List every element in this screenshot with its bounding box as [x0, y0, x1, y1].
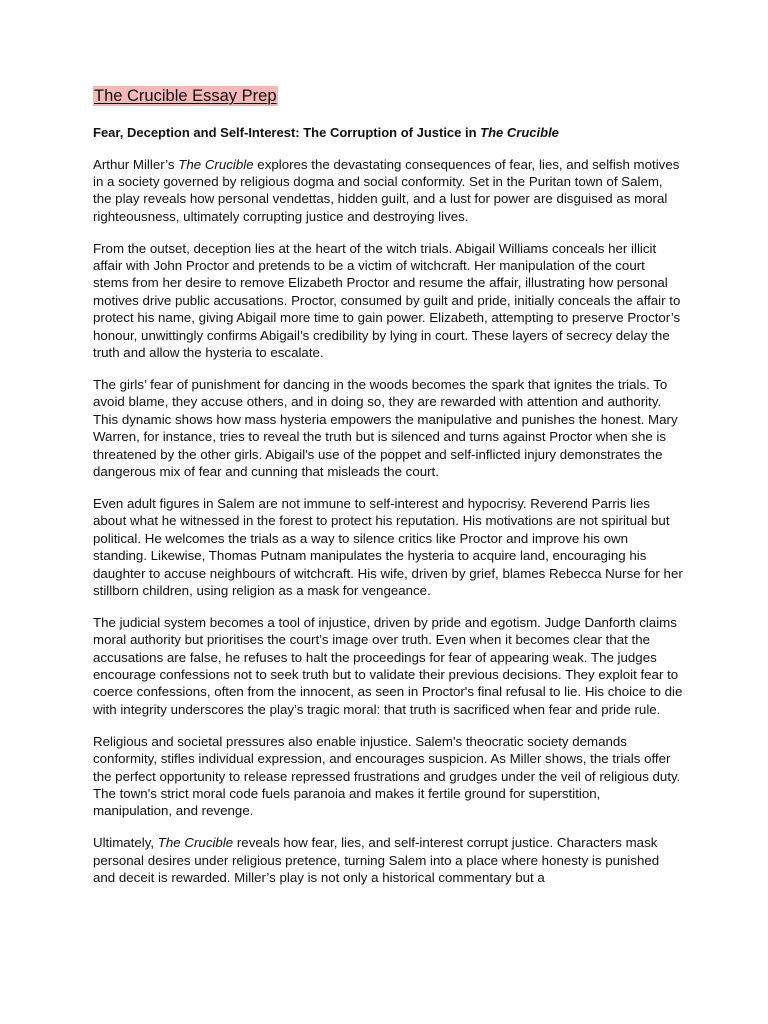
- work-title: The Crucible: [157, 835, 234, 851]
- paragraph-religious-pressures: Religious and societal pressures also enable injustice. Salem's theocratic society demands conformity, stifles individual expression, and encourages suspicion. As Miller shows, the trials offer the perfect opportunity to release repressed frustrations and grudges under the veil of religious duty. The town's strict moral code fuels paranoia and makes it fertile ground for superstition, manipulation, and revenge.: [93, 733, 681, 819]
- paragraph-judicial-system: The judicial system becomes a tool of injustice, driven by pride and egotism. Judge Danforth claims moral authority but prioritises the court’s image over truth. Even when it becomes clear that the accusations are false, he refuses to halt the proceedings for fear of appearing weak. The judges encourage confessions not to seek truth but to validate their previous decisions. They exploit fear to coerce confessions, often from the innocent, as seen in Proctor's final refusal to lie. His choice to die with integrity underscores the play’s tragic moral: that truth is sacrificed when fear and pride rule.: [93, 614, 683, 717]
- document-page: [93, 86, 683, 887]
- essay-subtitle: [93, 124, 683, 142]
- paragraph-intro: [93, 156, 683, 226]
- subtitle-work-title: The Crucible: [480, 125, 559, 140]
- paragraph-deception: From the outset, deception lies at the heart of the witch trials. Abigail Williams conceals her illicit affair with John Proctor and pretends to be a victim of witchcraft. Her manipulation of the court stems from her desire to remove Elizabeth Proctor and resume the affair, illustrating how personal motives drive public accusations. Proctor, consumed by guilt and pride, initially conceals the affair to protect his name, giving Abigail more time to gain power. Elizabeth, attempting to preserve Proctor’s honour, unwittingly confirms Abigail’s credibility by lying in court. These layers of secrecy delay the truth and allow the hysteria to escalate.: [93, 240, 681, 361]
- paragraph-text: Ultimately,: [93, 835, 158, 851]
- paragraph-girls-fear: The girls’ fear of punishment for dancing in the woods becomes the spark that ignites the trials. To avoid blame, they accuse others, and in doing so, they are rewarded with attention and authority. This dynamic shows how mass hysteria empowers the manipulative and punishes the honest. Mary Warren, for instance, tries to reveal the truth but is silenced and turns against Proctor when she is threatened by the other girls. Abigail's use of the poppet and self-inflicted injury demonstrates the dangerous mix of fear and cunning that misleads the court.: [93, 376, 678, 479]
- work-title: The Crucible: [178, 156, 254, 172]
- document-title: The Crucible Essay Prep: [94, 87, 277, 105]
- paragraph-conclusion: [93, 834, 683, 886]
- paragraph-text: Arthur Miller’s: [93, 156, 179, 172]
- paragraph-adult-figures: Even adult figures in Salem are not immune to self-interest and hypocrisy. Reverend Parris lies about what he witnessed in the forest to protect his reputation. His motivations are not spiritual but political. He welcomes the trials as a way to silence critics like Proctor and improve his own standing. Likewise, Thomas Putnam manipulates the hysteria to acquire land, encouraging his daughter to accuse neighbours of witchcraft. His wife, driven by grief, blames Rebecca Nurse for her stillborn children, using religion as a mask for vengeance.: [93, 495, 683, 598]
- paragraph-text: explores the devastating consequences of fear, lies, and selfish motives in a society governed by religious dogma and social conformity. Set in the Puritan town of Salem, the play reveals how personal vendettas, hidden guilt, and a lust for power are disguised as moral righteousness, ultimately corrupting justice and destroying lives.: [93, 156, 680, 224]
- subtitle-text: Fear, Deception and Self-Interest: The Corruption of Justice in: [93, 125, 481, 140]
- paragraph-text: reveals how fear, lies, and self-interest corrupt justice. Characters mask personal desires under religious pretence, turning Salem into a place where honesty is punished and deceit is rewarded. Miller’s play is not only a historical commentary but a: [93, 835, 660, 886]
